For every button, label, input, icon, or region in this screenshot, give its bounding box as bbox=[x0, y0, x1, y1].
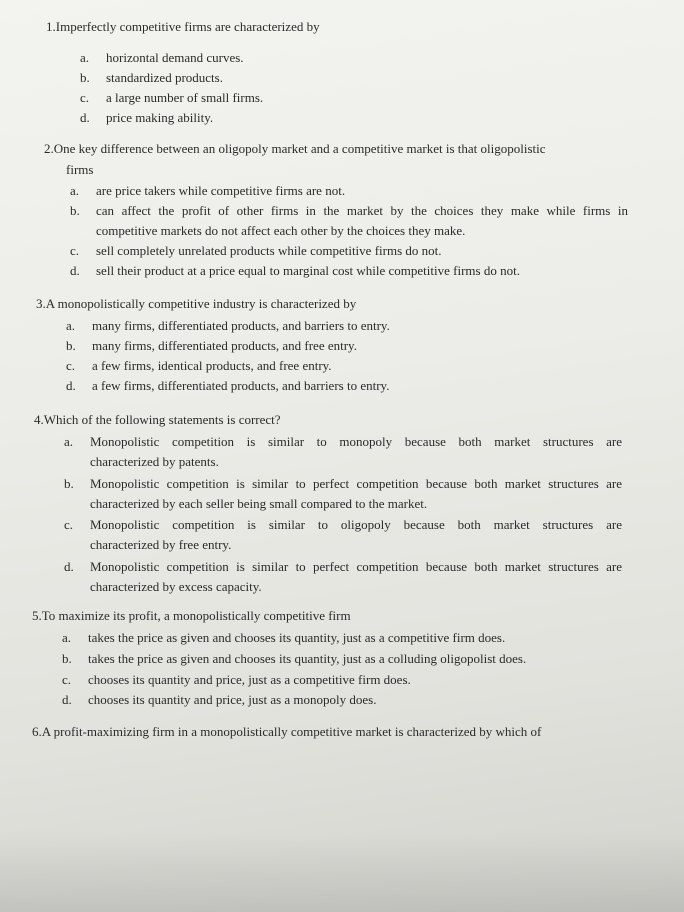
option-text: are price takers while competitive firms are not. bbox=[96, 183, 346, 198]
option-letter: d. bbox=[80, 110, 90, 125]
question-stem: 4.Which of the following statements is correct? bbox=[34, 412, 281, 427]
option-a bbox=[62, 628, 628, 647]
option-text: takes the price as given and chooses its quantity, just as a competitive firm does. bbox=[88, 630, 506, 645]
option-text: Monopolistic competition is similar to oligopoly because both market structures are bbox=[90, 517, 622, 532]
option-text: standardized products. bbox=[106, 70, 223, 85]
option-text: Monopolistic competition is similar to monopoly because both market structures are bbox=[90, 434, 622, 449]
option-d bbox=[62, 690, 628, 709]
option-text: a few firms, differentiated products, and barriers to entry. bbox=[92, 378, 390, 393]
option-letter: a. bbox=[66, 318, 76, 333]
option-text-continuation: characterized by excess capacity. bbox=[90, 579, 262, 594]
option-letter: b. bbox=[70, 203, 80, 218]
option-a bbox=[70, 181, 630, 200]
option-d bbox=[66, 376, 626, 395]
option-letter: a. bbox=[62, 630, 72, 645]
question-stem: 5.To maximize its profit, a monopolistically competitive firm bbox=[32, 608, 351, 623]
option-text: a few firms, identical products, and free entry. bbox=[92, 358, 332, 373]
question-stem: 1.Imperfectly competitive firms are characterized by bbox=[46, 19, 320, 34]
option-letter: b. bbox=[80, 70, 90, 85]
question-stem: 3.A monopolistically competitive industry is characterized by bbox=[36, 296, 357, 311]
option-c bbox=[66, 356, 626, 375]
option-letter: b. bbox=[62, 651, 72, 666]
question-stem-continuation: firms bbox=[66, 162, 94, 177]
option-letter: d. bbox=[70, 263, 80, 278]
option-letter: d. bbox=[64, 559, 74, 574]
option-c bbox=[62, 670, 628, 689]
option-text: sell completely unrelated products while competitive firms do not. bbox=[96, 243, 442, 258]
option-letter: d. bbox=[62, 692, 72, 707]
option-text-continuation: characterized by each seller being small compared to the market. bbox=[90, 496, 428, 511]
option-text-continuation: competitive markets do not affect each other by the choices they make. bbox=[96, 223, 466, 238]
option-letter: d. bbox=[66, 378, 76, 393]
option-text: horizontal demand curves. bbox=[106, 50, 244, 65]
option-letter: a. bbox=[70, 183, 80, 198]
option-d bbox=[64, 557, 630, 597]
option-letter: c. bbox=[70, 243, 80, 258]
option-text: Monopolistic competition is similar to perfect competition because both market structures are bbox=[90, 476, 622, 491]
option-text: price making ability. bbox=[106, 110, 214, 125]
option-c bbox=[80, 88, 620, 107]
photo-shadow bbox=[0, 832, 684, 912]
option-letter: a. bbox=[64, 434, 74, 449]
option-d bbox=[70, 261, 630, 280]
option-letter: c. bbox=[62, 672, 72, 687]
option-c bbox=[64, 515, 630, 555]
option-letter: c. bbox=[66, 358, 76, 373]
option-text-continuation: characterized by free entry. bbox=[90, 537, 232, 552]
option-b bbox=[64, 474, 630, 514]
option-b bbox=[62, 649, 628, 668]
option-letter: c. bbox=[64, 517, 74, 532]
option-text: chooses its quantity and price, just as a competitive firm does. bbox=[88, 672, 411, 687]
option-text-continuation: characterized by patents. bbox=[90, 454, 219, 469]
option-a bbox=[66, 316, 626, 335]
option-text: can affect the profit of other firms in the market by the choices they make while firms in bbox=[96, 203, 628, 218]
option-a bbox=[80, 48, 620, 67]
option-b bbox=[66, 336, 626, 355]
option-letter: c. bbox=[80, 90, 90, 105]
option-letter: a. bbox=[80, 50, 90, 65]
option-text: many firms, differentiated products, and free entry. bbox=[92, 338, 357, 353]
option-text: many firms, differentiated products, and barriers to entry. bbox=[92, 318, 390, 333]
question-stem: 2.One key difference between an oligopoly market and a competitive market is that oligopolistic bbox=[44, 141, 546, 156]
option-letter: b. bbox=[64, 476, 74, 491]
option-text: Monopolistic competition is similar to perfect competition because both market structures are bbox=[90, 559, 622, 574]
option-text: sell their product at a price equal to marginal cost while competitive firms do not. bbox=[96, 263, 520, 278]
option-c bbox=[70, 241, 630, 260]
option-a bbox=[64, 432, 630, 472]
option-b bbox=[80, 68, 620, 87]
option-letter: b. bbox=[66, 338, 76, 353]
question-stem: 6.A profit-maximizing firm in a monopolistically competitive market is characterized by which of bbox=[32, 724, 542, 739]
option-text: a large number of small firms. bbox=[106, 90, 264, 105]
option-text: takes the price as given and chooses its quantity, just as a colluding oligopolist does. bbox=[88, 651, 527, 666]
option-text: chooses its quantity and price, just as a monopoly does. bbox=[88, 692, 377, 707]
option-b bbox=[70, 201, 630, 241]
option-d bbox=[80, 108, 620, 127]
